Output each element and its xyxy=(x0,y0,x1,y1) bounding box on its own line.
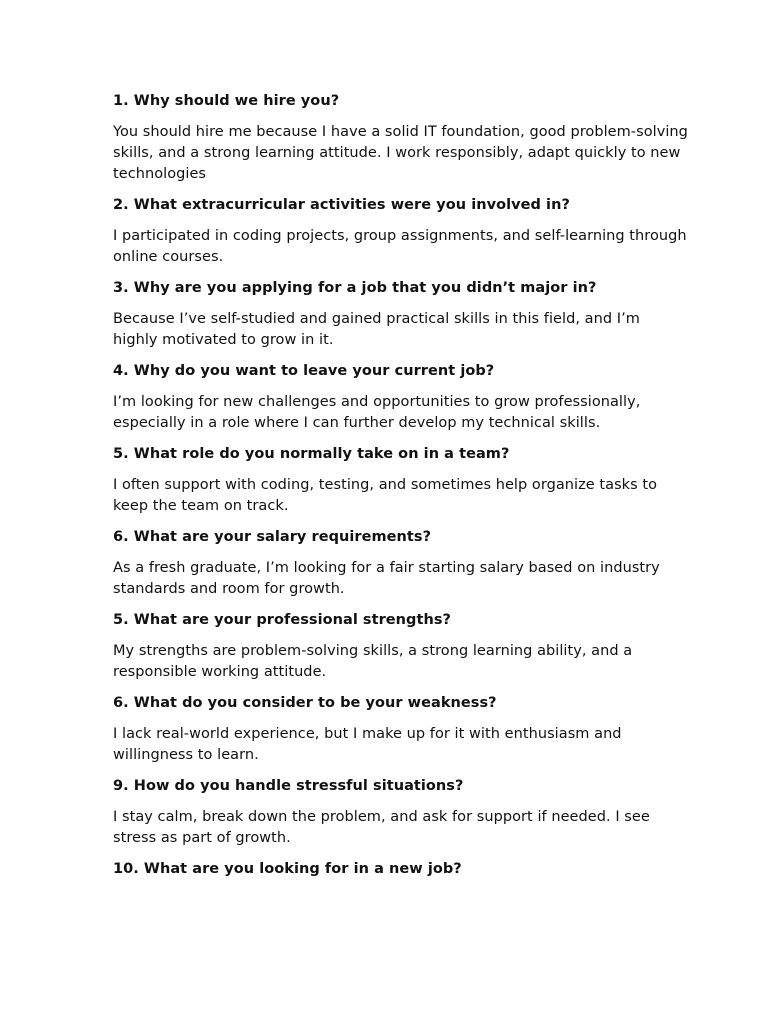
question-heading: 3. Why are you applying for a job that you didn’t major in? xyxy=(113,280,597,296)
question-heading: 9. How do you handle stressful situations? xyxy=(113,778,464,794)
qa-item-4 xyxy=(113,361,688,434)
answer-text: My strengths are problem-solving skills, a strong learning ability, and a responsible working attitude. xyxy=(113,643,633,680)
qa-item-9 xyxy=(113,776,688,849)
question-heading: 2. What extracurricular activities were you involved in? xyxy=(113,197,570,213)
qa-item-1 xyxy=(113,91,688,185)
question-heading: 10. What are you looking for in a new job? xyxy=(113,861,462,877)
question-heading: 1. Why should we hire you? xyxy=(113,93,340,109)
question-heading: 5. What are your professional strengths? xyxy=(113,612,451,628)
answer-text: As a fresh graduate, I’m looking for a fair starting salary based on industry standards and room for growth. xyxy=(113,560,660,597)
qa-item-6 xyxy=(113,527,688,600)
qa-item-5 xyxy=(113,444,688,517)
question-heading: 4. Why do you want to leave your current job? xyxy=(113,363,495,379)
answer-text: You should hire me because I have a solid IT foundation, good problem-solving skills, and a strong learning attitude. I work responsibly, adapt quickly to new technologies xyxy=(113,124,688,182)
qa-item-7 xyxy=(113,610,688,683)
qa-item-8 xyxy=(113,693,688,766)
answer-text: I often support with coding, testing, and sometimes help organize tasks to keep the team on track. xyxy=(113,477,658,514)
question-heading: 6. What do you consider to be your weakness? xyxy=(113,695,497,711)
qa-item-3 xyxy=(113,278,688,351)
document-page xyxy=(113,91,688,880)
qa-item-10 xyxy=(113,859,688,880)
answer-text: I stay calm, break down the problem, and ask for support if needed. I see stress as part of growth. xyxy=(113,809,650,846)
answer-text: I’m looking for new challenges and opportunities to grow professionally, especially in a role where I can further develop my technical skills. xyxy=(113,394,641,431)
answer-text: Because I’ve self-studied and gained practical skills in this field, and I’m highly motivated to grow in it. xyxy=(113,311,640,348)
qa-item-2 xyxy=(113,195,688,268)
answer-text: I participated in coding projects, group assignments, and self-learning through online courses. xyxy=(113,228,687,265)
question-heading: 6. What are your salary requirements? xyxy=(113,529,432,545)
answer-text: I lack real-world experience, but I make up for it with enthusiasm and willingness to learn. xyxy=(113,726,622,763)
question-heading: 5. What role do you normally take on in a team? xyxy=(113,446,510,462)
